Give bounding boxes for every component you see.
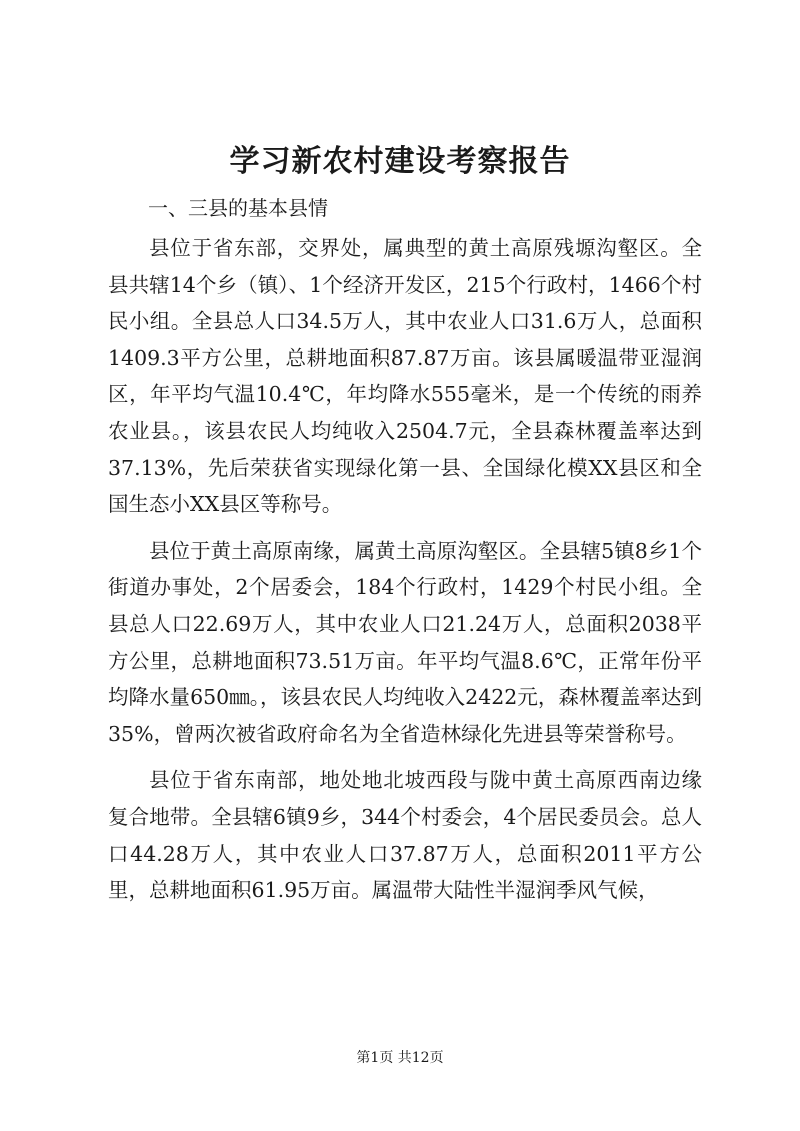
paragraph-2: 县位于黄土高原南缘，属黄土高原沟壑区。全县辖5镇8乡1个街道办事处，2个居委会，184个行政村，1429个村民小组。全县总人口22.69万人，其中农业人口21.24万人，总面积2038平方公里，总耕地面积73.51万亩。年平均气温8.6℃，正常年份平均降水量650㎜。，该县农民人均纯收入2422元，森林覆盖率达到35%，曾两次被省政府命名为全省造林绿化先进县等荣誉称号。 (108, 538, 702, 746)
document-body (108, 190, 702, 919)
section-heading: 一、三县的基本县情 (148, 196, 328, 220)
paragraph-1: 县位于省东部，交界处，属典型的黄土高原残塬沟壑区。全县共辖14个乡（镇）、1个经济开发区，215个行政村，1466个村民小组。全县总人口34.5万人，其中农业人口31.6万人，总面积1409.3平方公里，总耕地面积87.87万亩。该县属暖温带亚湿润区，年平均气温10.4℃，年均降水555毫米，是一个传统的雨养农业县。，该县农民人均纯收入2504.7元，全县森林覆盖率达到37.13%，先后荣获省实现绿化第一县、全国绿化模XX县区和全国生态小XX县区等称号。 (108, 236, 702, 517)
paragraph-3: 县位于省东南部，地处地北坡西段与陇中黄土高原西南边缘复合地带。全县辖6镇9乡，344个村委会，4个居民委员会。总人口44.28万人，其中农业人口37.87万人，总面积2011平方公里，总耕地面积61.95万亩。属温带大陆性半湿润季风气候， (108, 768, 702, 903)
document-title: 学习新农村建设考察报告 (229, 144, 571, 179)
page-footer: 第1页 共12页 (356, 1050, 444, 1066)
